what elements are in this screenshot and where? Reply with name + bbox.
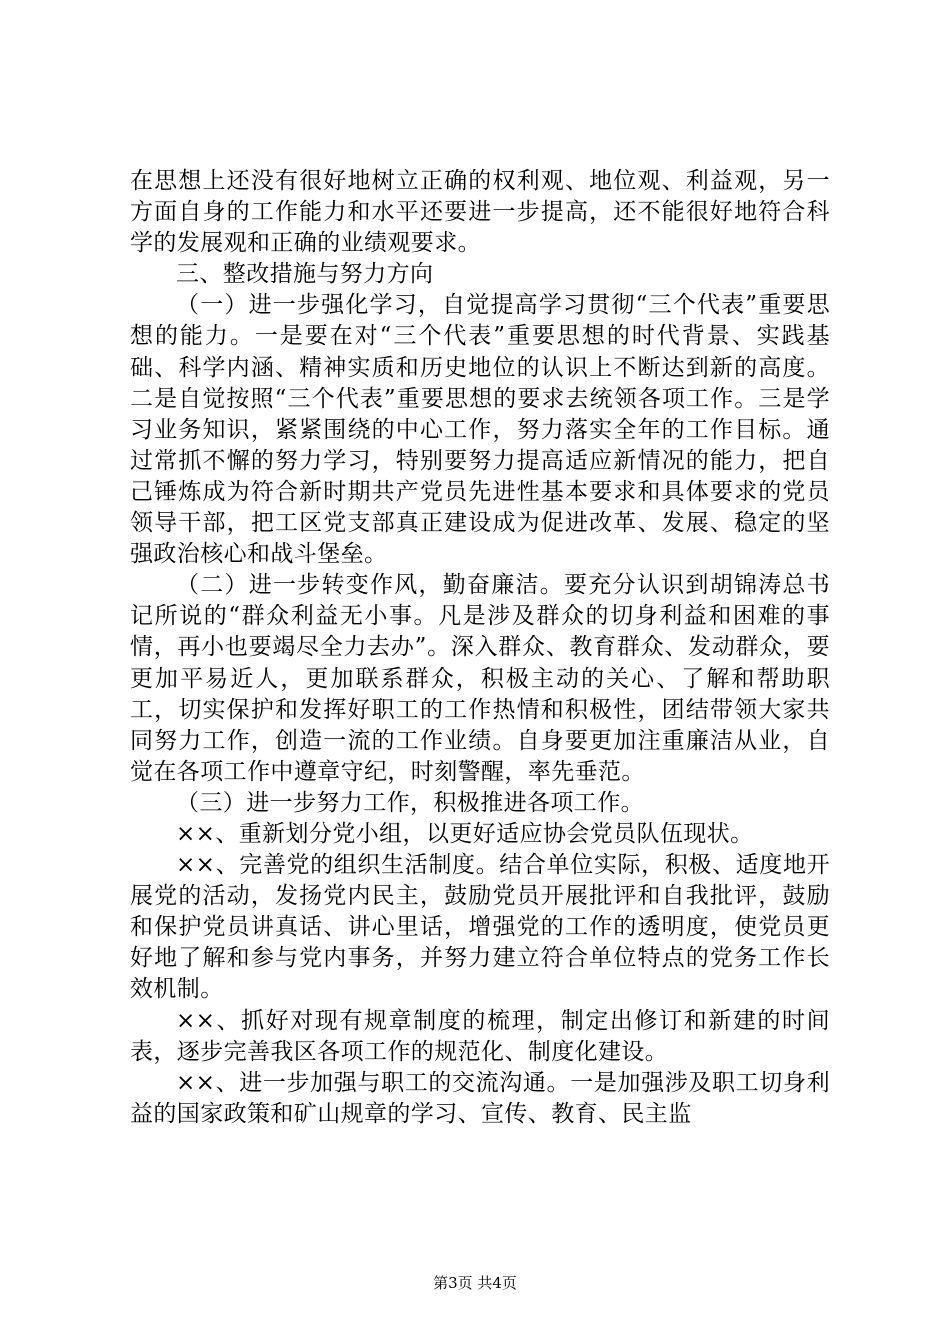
list-item-regulations: ××、抓好对现有规章制度的梳理，制定出修订和新建的时间表，逐步完善我区各项工作的规范化、制度化建设。	[130, 1007, 830, 1065]
section-heading-3: 三、整改措施与努力方向	[176, 261, 434, 288]
list-item-organization-life: ××、完善党的组织生活制度。结合单位实际，积极、适度地开展党的活动，发扬党内民主，鼓励党员开展批评和自我批评，鼓励和保护党员讲真话、讲心里话，增强党的工作的透明度，使党员更好地了解和参与党内事务，并努力建立符合单位特点的党务工作长效机制。	[130, 852, 830, 1003]
page-number-footer: 第3页 共4页	[433, 1274, 517, 1292]
list-item-communication: ××、进一步加强与职工的交流沟通。一是加强涉及职工切身利益的国家政策和矿山规章的学习、宣传、教育、民主监	[130, 1069, 830, 1127]
paragraph-study: （一）进一步强化学习，自觉提高学习贯彻“三个代表”重要思想的能力。一是要在对“三个代表”重要思想的时代背景、实践基础、科学内涵、精神实质和历史地位的认识上不断达到新的高度。二是自觉按照“三个代表”重要思想的要求去统领各项工作。三是学习业务知识，紧紧围绕的中心工作，努力落实全年的工作目标。通过常抓不懈的努力学习，特别要努力提高适应新情况的能力，把自己锤炼成为符合新时期共产党员先进性基本要求和具体要求的党员领导干部，把工区党支部真正建设成为促进改革、发展、稳定的坚强政治核心和战斗堡垒。	[130, 292, 830, 568]
paragraph-work: （三）进一步努力工作，积极推进各项工作。	[176, 789, 644, 816]
document-body	[130, 166, 830, 1130]
paragraph-style: （二）进一步转变作风，勤奋廉洁。要充分认识到胡锦涛总书记所说的“群众利益无小事。凡是涉及群众的切身利益和困难的事情，再小也要竭尽全力去办”。深入群众、教育群众、发动群众，要更加平易近人，更加联系群众，积极主动的关心、了解和帮助职工，切实保护和发挥好职工的工作热情和积极性，团结带领大家共同努力工作，创造一流的工作业绩。自身要更加注重廉洁从业，自觉在各项工作中遵章守纪，时刻警醒，率先垂范。	[130, 572, 830, 785]
paragraph-1: 在思想上还没有很好地树立正确的权利观、地位观、利益观，另一方面自身的工作能力和水平还要进一步提高，还不能很好地符合科学的发展观和正确的业绩观要求。	[130, 168, 830, 257]
list-item-party-groups: ××、重新划分党小组，以更好适应协会党员队伍现状。	[176, 820, 754, 847]
